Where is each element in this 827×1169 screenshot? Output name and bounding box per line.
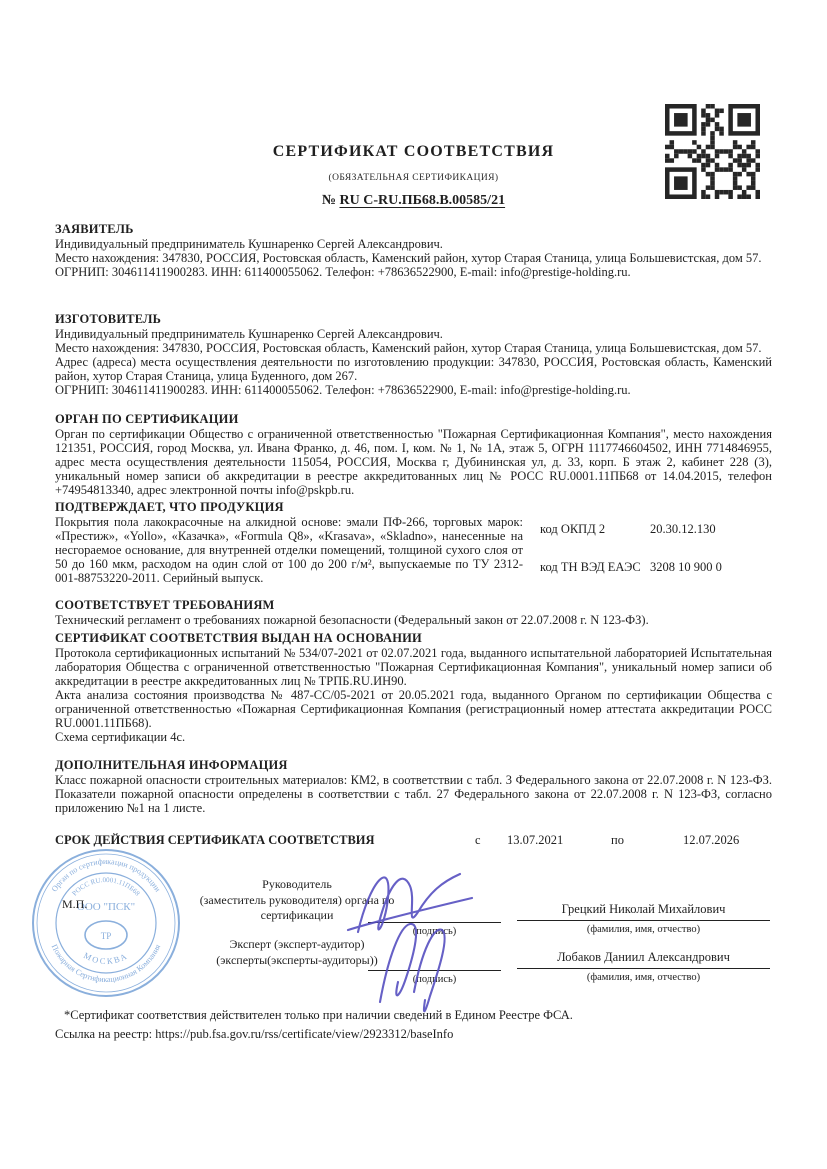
signatory-role-expert xyxy=(178,937,416,968)
manufacturer-heading: ИЗГОТОВИТЕЛЬ xyxy=(55,312,162,326)
validity-from-date: 13.07.2021 xyxy=(507,833,564,847)
signature-line xyxy=(368,922,501,923)
role-line: Эксперт (эксперт-аудитор) xyxy=(229,937,365,951)
applicant-line: Индивидуальный предприниматель Кушнаренко Сергей Александрович. xyxy=(55,237,443,251)
signature-line xyxy=(368,970,501,971)
compliance-text: Технический регламент о требованиях пожарной безопасности (Федеральный закон от 22.07.2008 г. N 123-ФЗ). xyxy=(55,613,649,627)
name-line xyxy=(517,968,770,969)
section-applicant xyxy=(55,222,772,279)
registry-link-line: Ссылка на реестр: https://pub.fsa.gov.ru/rss/certificate/view/2923312/baseInfo xyxy=(55,1027,454,1041)
certification-body-heading: ОРГАН ПО СЕРТИФИКАЦИИ xyxy=(55,412,239,426)
manufacturer-line: Место нахождения: 347830, РОССИЯ, Ростовская область, Каменский район, хутор Старая Станица, улица Большевистская, дом 57. xyxy=(55,341,762,355)
basis-heading: СЕРТИФИКАТ СООТВЕТСТВИЯ ВЫДАН НА ОСНОВАНИИ xyxy=(55,631,422,645)
section-additional-info xyxy=(55,758,772,815)
stamp-emblem-text: ТР xyxy=(100,931,112,941)
manufacturer-line: Индивидуальный предприниматель Кушнаренко Сергей Александрович. xyxy=(55,327,443,341)
section-certification-body xyxy=(55,412,772,497)
section-compliance xyxy=(55,598,772,627)
certificate-number-prefix: № xyxy=(321,193,340,208)
svg-text:МОСКВА xyxy=(82,950,130,966)
name-line xyxy=(517,920,770,921)
manufacturer-line: ОГРНИП: 304611411900283. ИНН: 611400055062. Телефон: +78636522900, E-mail: info@prestige-holding.ru. xyxy=(55,383,631,397)
validity-to-date: 12.07.2026 xyxy=(683,833,740,847)
basis-paragraph: Схема сертификации 4с. xyxy=(55,730,186,744)
applicant-heading: ЗАЯВИТЕЛЬ xyxy=(55,222,134,236)
section-product xyxy=(55,500,772,585)
stamp-reg-number: РОСС RU.0001.11ПБ68 xyxy=(70,875,142,898)
signatory-name: Лобаков Даниил Александрович xyxy=(557,950,730,964)
validity-heading: СРОК ДЕЙСТВИЯ СЕРТИФИКАТА СООТВЕТСТВИЯ xyxy=(55,833,375,847)
applicant-line: Место нахождения: 347830, РОССИЯ, Ростовская область, Каменский район, хутор Старая Станица, улица Большевистская, дом 57. xyxy=(55,251,762,265)
stamp-place-mark: М.П. xyxy=(62,897,88,911)
okpd-code-value: 20.30.12.130 xyxy=(650,522,716,536)
validity-from-label: с xyxy=(475,833,481,847)
validity-footnote: *Сертификат соответствия действителен только при наличии сведений в Едином Реестре ФСА. xyxy=(64,1008,573,1022)
document-title: СЕРТИФИКАТ СООТВЕТСТВИЯ xyxy=(272,143,555,160)
additional-info-heading: ДОПОЛНИТЕЛЬНАЯ ИНФОРМАЦИЯ xyxy=(55,758,288,772)
code-row-tnved xyxy=(540,560,772,575)
certification-body-text: Орган по сертификации Общество с ограниченной ответственностью "Пожарная Сертификационная Компания", место нахождения 121351, РОССИЯ, город Москва, ул. Ивана Франко, д. 46, пом. I, ком. № 1, № 1А, этаж 5, ОГРН 1117746604502, ИНН 7714846955, адрес места осуществления деятельности 115054, РОССИЯ, Москва г, Дубининская ул, д. 33, корп. Б этаж 2, кабинет 228 (3), уникальный номер записи об аккредитации в реестре аккредитованных лиц № РОСС RU.0001.11ПБ68 от 14.04.2015, телефон +74954813340, адрес электронной почты info@pskpb.ru. xyxy=(55,427,772,497)
certificate-number xyxy=(55,193,772,209)
product-heading: ПОДТВЕРЖДАЕТ, ЧТО ПРОДУКЦИЯ xyxy=(55,500,284,514)
document-subtitle: (ОБЯЗАТЕЛЬНАЯ СЕРТИФИКАЦИЯ) xyxy=(328,173,499,183)
title-block xyxy=(55,143,772,209)
compliance-heading: СООТВЕТСТВУЕТ ТРЕБОВАНИЯМ xyxy=(55,598,275,612)
name-caption: (фамилия, имя, отчество) xyxy=(586,972,701,983)
basis-paragraph: Протокола сертификационных испытаний № 534/07-2021 от 02.07.2021 года, выданного испытательной лабораторией Испытательная лаборатория Общества с ограниченной ответственностью "Пожарная Сертификационная Компания", уникальный номер записи об аккредитации в реестре аккредитованных лиц № ТРПБ.RU.ИН90. xyxy=(55,646,772,688)
certificate-number-value: RU C-RU.ПБ68.В.00585/21 xyxy=(339,193,506,208)
applicant-line: ОГРНИП: 304611411900283. ИНН: 611400055062. Телефон: +78636522900, E-mail: info@prestige-holding.ru. xyxy=(55,265,631,279)
code-row-okpd xyxy=(540,522,772,537)
name-caption: (фамилия, имя, отчество) xyxy=(586,924,701,935)
signatory-role-head xyxy=(178,877,416,924)
product-description: Покрытия пола лакокрасочные на алкидной основе: эмали ПФ-266, торговых марок: «Престиж», «Yollo», «Казачка», «Formula Q8», «Krasava», «Skladno», нанесенные на несгораемое основание, для внутренней отделки помещений, толщиной сухого слоя от 50 до 160 мкм, расходом на один слой от 100 до 200 г/м², выпускаемые по ТУ 2312-001-88753220-2011. Серийный выпуск. xyxy=(55,515,523,585)
role-line: Руководитель xyxy=(262,877,332,891)
section-manufacturer xyxy=(55,312,772,397)
role-line: (эксперты(эксперты-аудиторы)) xyxy=(216,952,378,967)
validity-to-label: по xyxy=(611,833,624,847)
additional-info-text: Класс пожарной опасности строительных материалов: КМ2, в соответствии с табл. 3 Федерального закона от 22.07.2008 г. N 123-ФЗ. Показатели пожарной опасности определены в соответствии с табл. 27 Федерального закона от 22.07.2008 г. N 123-ФЗ, согласно приложению №1 на 1 листе. xyxy=(55,773,772,815)
basis-paragraph: Акта анализа состояния производства № 487-СС/05-2021 от 20.05.2021 года, выданного Органом по сертификации Общества с ограниченной ответственностью «Пожарная Сертификационная Компания (регистрационный номер аттестата аккредитации РОСС RU.0001.11ПБ68). xyxy=(55,688,772,730)
tnved-code-label: код ТН ВЭД ЕАЭС xyxy=(540,560,641,574)
section-basis xyxy=(55,631,772,744)
stamp-seal xyxy=(24,846,188,1000)
signature-caption: (подпись) xyxy=(412,926,457,937)
stamp-ring-text-bottom: Пожарная Сертификационная Компания xyxy=(49,942,163,985)
stamp-ring-text-top: Орган по сертификации продукции xyxy=(49,856,163,894)
role-line: сертификации xyxy=(260,908,334,922)
signature-caption: (подпись) xyxy=(412,974,457,985)
signatory-name: Грецкий Николай Михайлович xyxy=(561,902,726,916)
product-codes xyxy=(540,522,772,598)
manufacturer-line: Адрес (адреса) места осуществления деятельности по изготовлению продукции: 347830, РОССИЯ, Ростовская область, Каменский район, хутор Старая Станица, улица Буденного, дом 267. xyxy=(55,355,772,383)
role-line: (заместитель руководителя) органа по xyxy=(199,892,395,907)
tnved-code-value: 3208 10 900 0 xyxy=(650,560,722,574)
okpd-code-label: код ОКПД 2 xyxy=(540,522,606,536)
stamp-city: МОСКВА xyxy=(82,950,130,967)
stamp-org-short: ООО "ПСК" xyxy=(76,901,136,913)
